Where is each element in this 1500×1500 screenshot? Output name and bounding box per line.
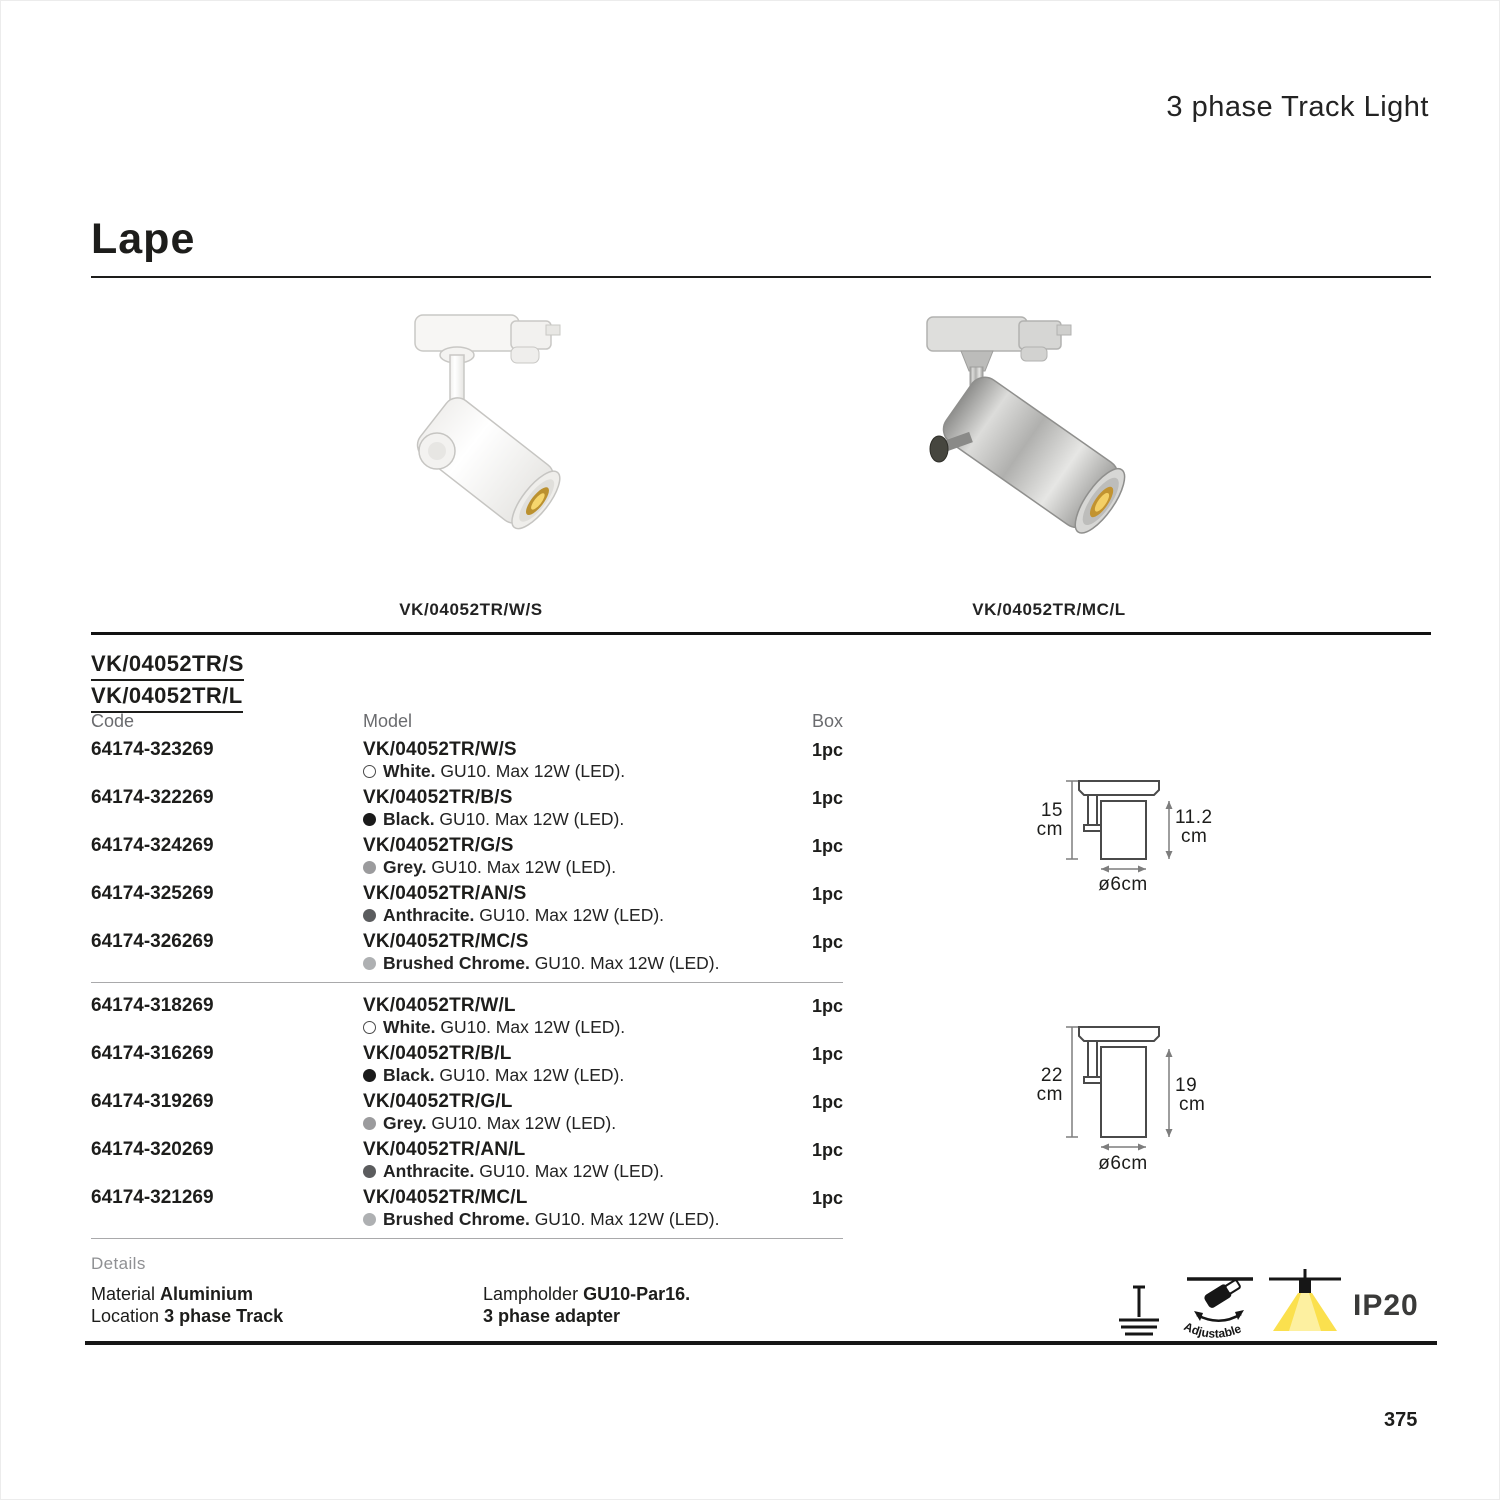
dim-unit: cm [1036, 1084, 1063, 1105]
model-description [363, 953, 811, 974]
box-quantity: 1pc [811, 996, 843, 1016]
product-code: 64174-323269 [91, 739, 214, 760]
finish-name: Anthracite. [383, 1161, 475, 1181]
lamp-spec: GU10. Max 12W (LED). [529, 953, 720, 973]
box-quantity: 1pc [811, 1188, 843, 1208]
dim-unit: cm [1036, 819, 1063, 840]
table-row [91, 931, 843, 974]
table-header [91, 711, 843, 731]
product-code: 64174-322269 [91, 787, 214, 808]
model-name: VK/04052TR/G/S [363, 835, 514, 856]
ip-rating: IP20 [1353, 1289, 1419, 1322]
series-heading: VK/04052TR/S [91, 649, 244, 681]
table-row [91, 883, 843, 926]
table-row [91, 787, 843, 830]
product-code: 64174-320269 [91, 1139, 214, 1160]
table-row [91, 835, 843, 878]
location-label: Location [91, 1306, 160, 1326]
dim-overall-height: 15 [1040, 800, 1063, 821]
page-number: 375 [1384, 1409, 1418, 1431]
dim-diameter: ø6cm [1098, 1153, 1148, 1174]
finish-name: Black. [383, 809, 435, 829]
table-row [91, 1091, 843, 1134]
finish-swatch-white [363, 1021, 376, 1034]
dim-overall-height: 22 [1040, 1065, 1063, 1086]
product-photo-chrome-spotlight [909, 307, 1149, 567]
product-code: 64174-321269 [91, 1187, 214, 1208]
model-description [363, 1113, 811, 1134]
product-code: 64174-318269 [91, 995, 214, 1016]
dim-unit: cm [1179, 1094, 1206, 1115]
location-value: 3 phase Track [164, 1306, 284, 1326]
lamp-spec: GU10. Max 12W (LED). [426, 857, 617, 877]
column-header-code: Code [91, 711, 135, 731]
adapter-value: 3 phase adapter [483, 1306, 621, 1326]
section-rule [91, 632, 1431, 635]
model-description [363, 1065, 811, 1086]
dim-body-height: 19 [1175, 1075, 1198, 1096]
finish-swatch-grey [363, 861, 376, 874]
adjustable-label: Adjustable [1181, 1319, 1244, 1341]
finish-name: Black. [383, 1065, 435, 1085]
lamp-spec: GU10. Max 12W (LED). [529, 1209, 720, 1229]
finish-swatch-anthracite [363, 909, 376, 922]
model-name: VK/04052TR/B/S [363, 787, 513, 808]
model-description [363, 761, 811, 782]
product-caption: VK/04052TR/W/S [399, 600, 543, 619]
table-row [91, 739, 843, 782]
box-quantity: 1pc [811, 1044, 843, 1064]
product-photo-white-spotlight [393, 303, 573, 593]
dimension-diagram-large [1019, 1019, 1219, 1179]
finish-swatch-black [363, 813, 376, 826]
page-title: Lape [91, 215, 196, 263]
box-quantity: 1pc [811, 788, 843, 808]
dim-body-height: 11.2 [1175, 807, 1213, 828]
box-quantity: 1pc [811, 1140, 843, 1160]
model-description [363, 905, 811, 926]
finish-swatch-white [363, 765, 376, 778]
lamp-spec: GU10. Max 12W (LED). [434, 809, 625, 829]
finish-name: Grey. [383, 1113, 427, 1133]
dim-diameter: ø6cm [1098, 874, 1148, 895]
finish-name: Grey. [383, 857, 427, 877]
product-code: 64174-324269 [91, 835, 214, 856]
product-code: 64174-325269 [91, 883, 214, 904]
lamp-spec: GU10. Max 12W (LED). [426, 1113, 617, 1133]
model-name: VK/04052TR/W/L [363, 995, 516, 1016]
column-header-model: Model [363, 711, 413, 731]
lamp-spec: GU10. Max 12W (LED). [474, 905, 665, 925]
title-rule [91, 276, 1431, 278]
model-name: VK/04052TR/B/L [363, 1043, 512, 1064]
table-row [91, 1139, 843, 1182]
group-divider [91, 1238, 843, 1239]
group-divider [91, 982, 843, 983]
finish-name: Anthracite. [383, 905, 475, 925]
finish-name: White. [383, 1017, 436, 1037]
svg-text:Adjustable [1182, 1319, 1244, 1341]
product-code: 64174-326269 [91, 931, 214, 952]
model-description [363, 1161, 811, 1182]
table-row [91, 1043, 843, 1086]
details-label: Details [91, 1254, 146, 1273]
lamp-spec: GU10. Max 12W (LED). [435, 761, 626, 781]
model-name: VK/04052TR/W/S [363, 739, 517, 760]
model-description [363, 1209, 811, 1230]
lamp-spec: GU10. Max 12W (LED). [435, 1017, 626, 1037]
finish-name: White. [383, 761, 436, 781]
lampholder-value: GU10-Par16. [583, 1284, 691, 1304]
model-description [363, 1017, 811, 1038]
model-name: VK/04052TR/MC/L [363, 1187, 528, 1208]
lamp-spec: GU10. Max 12W (LED). [474, 1161, 665, 1181]
box-quantity: 1pc [811, 740, 843, 760]
product-code: 64174-316269 [91, 1043, 214, 1064]
table-row [91, 995, 843, 1038]
dim-unit: cm [1181, 826, 1208, 847]
model-name: VK/04052TR/AN/S [363, 883, 527, 904]
details-column-left [91, 1283, 283, 1327]
model-description [363, 857, 811, 878]
category-header: 3 phase Track Light [1166, 91, 1429, 123]
light-beam-icon [1263, 1267, 1345, 1341]
finish-swatch-anthracite [363, 1165, 376, 1178]
box-quantity: 1pc [811, 932, 843, 952]
material-value: Aluminium [160, 1284, 254, 1304]
dimension-diagram-small [1019, 767, 1219, 897]
product-caption: VK/04052TR/MC/L [972, 600, 1126, 619]
ground-icon [1116, 1284, 1162, 1338]
model-name: VK/04052TR/MC/S [363, 931, 529, 952]
table-row [91, 1187, 843, 1230]
finish-swatch-chrome [363, 1213, 376, 1226]
box-quantity: 1pc [811, 1092, 843, 1112]
material-label: Material [91, 1284, 156, 1304]
finish-name: Brushed Chrome. [383, 953, 530, 973]
model-description [363, 809, 811, 830]
product-table [91, 711, 843, 1251]
model-name: VK/04052TR/G/L [363, 1091, 513, 1112]
lamp-spec: GU10. Max 12W (LED). [434, 1065, 625, 1085]
box-quantity: 1pc [811, 884, 843, 904]
lampholder-label: Lampholder [483, 1284, 579, 1304]
finish-swatch-chrome [363, 957, 376, 970]
product-code: 64174-319269 [91, 1091, 214, 1112]
box-quantity: 1pc [811, 836, 843, 856]
series-heading: VK/04052TR/L [91, 681, 243, 713]
column-header-box: Box [811, 711, 843, 731]
finish-swatch-black [363, 1069, 376, 1082]
model-series-headings [91, 649, 244, 713]
details-column-right [483, 1283, 690, 1327]
footer-rule [85, 1341, 1437, 1345]
finish-name: Brushed Chrome. [383, 1209, 530, 1229]
model-name: VK/04052TR/AN/L [363, 1139, 526, 1160]
finish-swatch-grey [363, 1117, 376, 1130]
adjustable-icon [1179, 1269, 1261, 1349]
